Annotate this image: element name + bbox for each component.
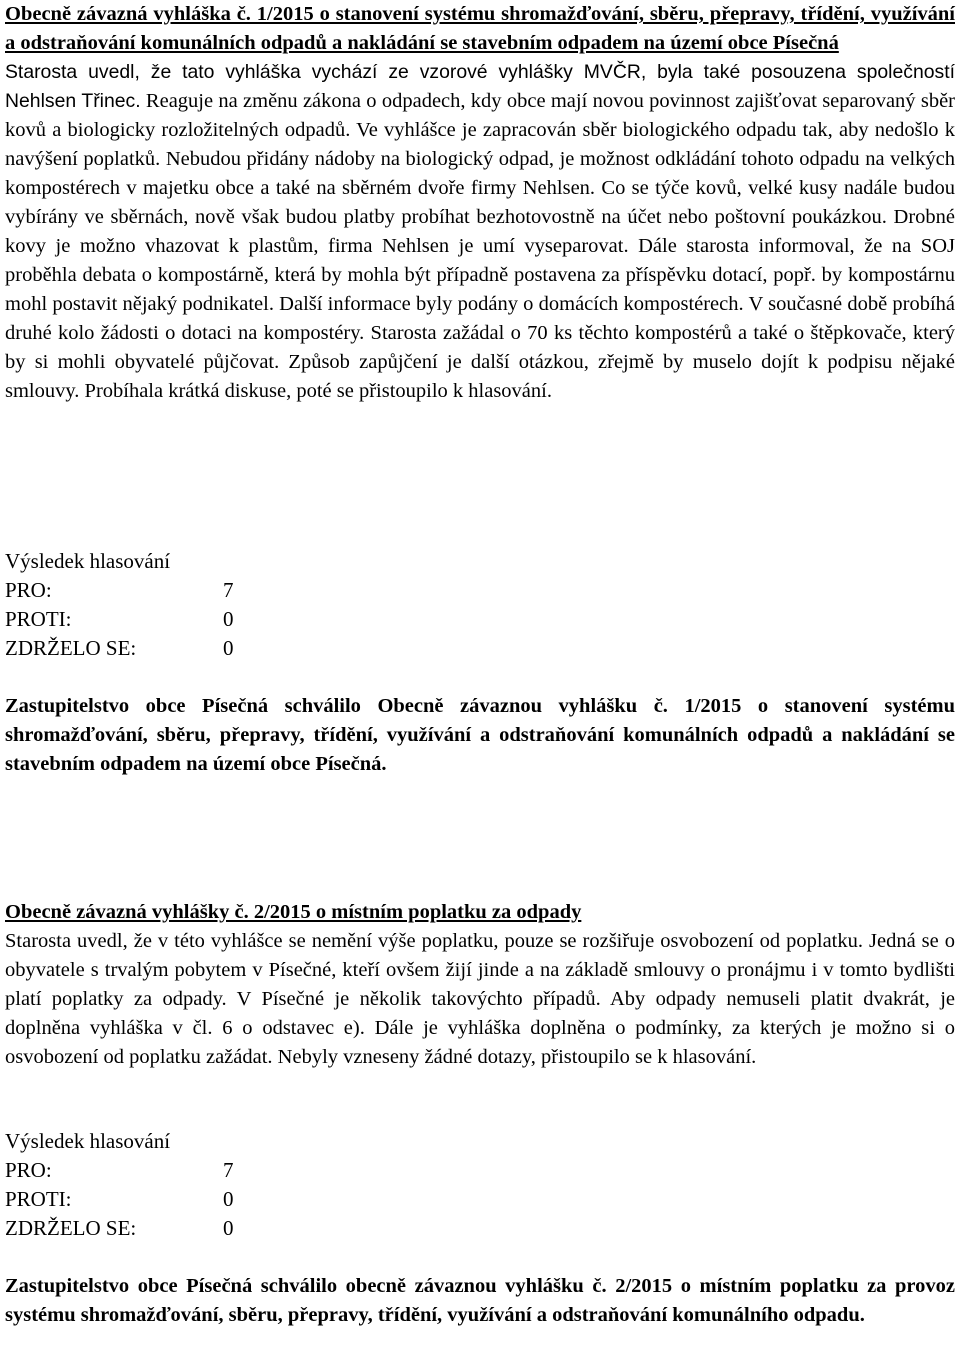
- section-paragraph: Starosta uvedl, že v této vyhlášce se nemění výše poplatku, pouze se rozšiřuje osvobození od poplatku. Jedná se o obyvatele s trvalým pobytem v Písečné, kteří ovšem žijí jinde a na základě smlouvy o pronájmu i v tomto bydlišti platí poplatky za odpady. V Písečné je několik takovýchto případů. Aby odpady nemuseli platit dvakrát, je doplněna vyhláška v čl. 6 o odstavec e). Dále je vyhláška doplněna o podmínky, za kterých je možno si o osvobození od poplatku zažádat. Nebyly vzneseny žádné dotazy, přistoupilo se k hlasování.: [5, 930, 955, 1068]
- paragraph-body: Reaguje na změnu zákona o odpadech, kdy obce mají novou povinnost zajišťovat separovaný sběr kovů a biologicky rozložitelných odpadů. Ve vyhlášce je zapracován sběr biologického odpadu tak, aby nedošlo k navýšení poplatků. Nebudou přidány nádoby na biologický odpad, je možnost odkládání tohoto odpadu na velkých kompostérech v majetku obce a také na sběrném dvoře firmy Nehlsen. Co se týče kovů, velké kusy nadále budou vybírány ve sběrnách, nově však budou platby probíhat bezhotovostně na účet nebo poštovní poukázkou. Drobné kovy je možno vhazovat k plastům, firma Nehlsen je umí vyseparovat. Dále starosta informoval, že na SOJ proběhla debata o kompostárně, která by mohla být případně postavena za příspěvku dotací, popř. by kompostárnu mohl postavit nějaký podnikatel. Další informace byly podány o domácích kompostérech. V současné době probíhá druhé kolo žádosti o dotaci na kompostéry. Starosta zažádal o 70 ks těchto kompostérů a také o štěpkovače, který by si mohli obyvatelé půjčovat. Způsob zapůjčení je další otázkou, zřejmě by muselo dojít k podpisu nějaké smlouvy. Probíhala krátká diskuse, poté se přistoupilo k hlasování.: [5, 90, 955, 402]
- vote-title: Výsledek hlasování: [5, 1129, 171, 1153]
- section-vyhlaska-2: [5, 898, 955, 1072]
- council-decision-1: Zastupitelstvo obce Písečná schválilo Obecně závaznou vyhlášku č. 1/2015 o stanovení systému shromažďování, sběru, přepravy, třídění, využívání a odstraňování komunálních odpadů a nakládání se stavebním odpadem na území obce Písečná.: [5, 695, 955, 775]
- vote-label: PROTI:: [5, 1187, 72, 1211]
- vote-value: 0: [223, 1216, 234, 1240]
- vote-result-1: [5, 547, 234, 663]
- vote-value: 7: [223, 1158, 234, 1182]
- paragraph-intro: Starosta uvedl, že tato vyhláška vychází ze vzorové vyhlášky MVČR, byla také posouzena společností Nehlsen Třinec.: [5, 61, 955, 112]
- vote-title: Výsledek hlasování: [5, 549, 171, 573]
- vote-row-proti: [5, 1185, 234, 1214]
- vote-row-proti: [5, 605, 234, 634]
- vote-label: ZDRŽELO SE:: [5, 1216, 137, 1240]
- section-paragraph: [5, 58, 955, 406]
- vote-row-pro: [5, 576, 234, 605]
- section-heading: Obecně závazná vyhlášky č. 2/2015 o místním poplatku za odpady: [5, 901, 582, 923]
- vote-row-zdrzelo: [5, 1214, 234, 1243]
- vote-row-zdrzelo: [5, 634, 234, 663]
- vote-value: 0: [223, 1187, 234, 1211]
- section-heading: Obecně závazná vyhláška č. 1/2015 o stanovení systému shromažďování, sběru, přepravy, třídění, využívání a odstraňování komunálních odpadů a nakládání se stavebním odpadem na území obce Písečná: [5, 3, 955, 54]
- vote-row-pro: [5, 1156, 234, 1185]
- vote-label: PROTI:: [5, 607, 72, 631]
- council-decision-2: Zastupitelstvo obce Písečná schválilo obecně závaznou vyhlášku č. 2/2015 o místním poplatku za provoz systému shromažďování, sběru, přepravy, třídění, využívání a odstraňování komunálního odpadu.: [5, 1275, 955, 1326]
- vote-label: PRO:: [5, 1158, 52, 1182]
- vote-value: 0: [223, 607, 234, 631]
- vote-label: PRO:: [5, 578, 52, 602]
- vote-value: 7: [223, 578, 234, 602]
- vote-result-2: [5, 1127, 234, 1243]
- vote-label: ZDRŽELO SE:: [5, 636, 137, 660]
- section-vyhlaska-1: [5, 0, 955, 406]
- vote-value: 0: [223, 636, 234, 660]
